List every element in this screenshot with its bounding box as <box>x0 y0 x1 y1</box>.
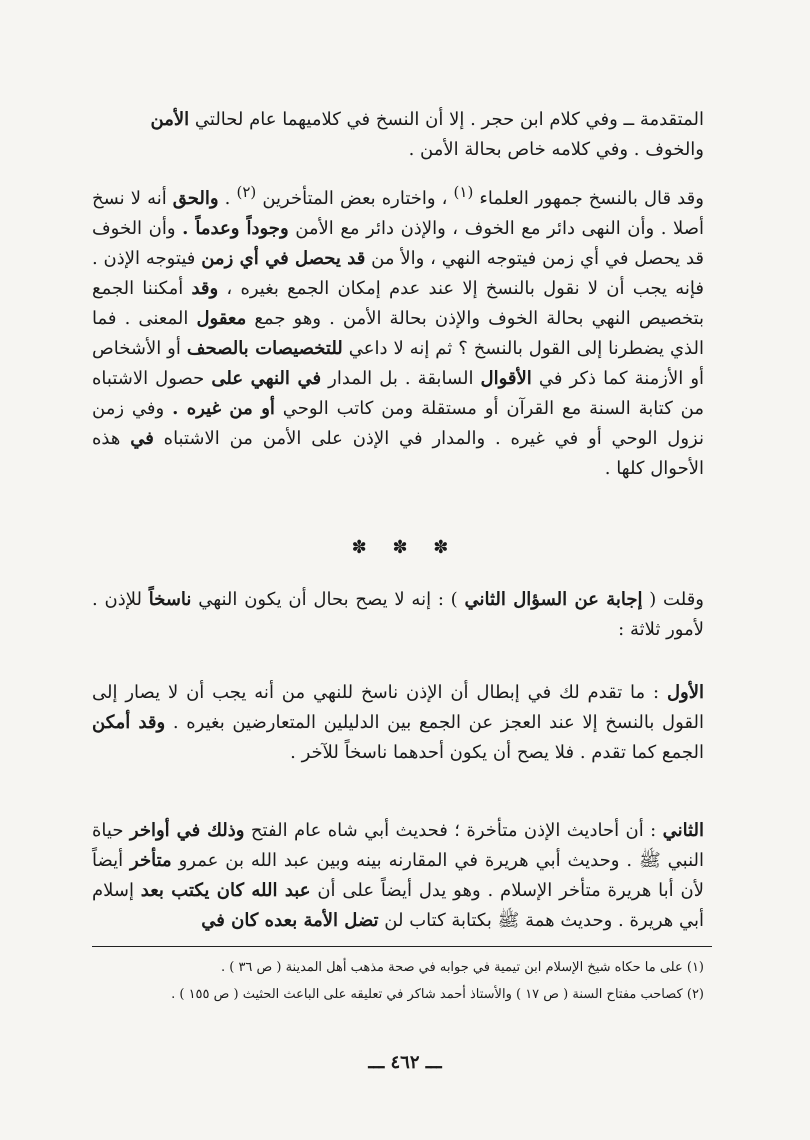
footnote-2: (٢) كصاحب مفتاح السنة ( ص ١٧ ) والأستاذ أحمد شاكر في تعليقه على الباعث الحثيث ( ص ١٥٥ ) . <box>171 987 704 1002</box>
bold-run: وقد <box>191 278 219 299</box>
footnote-ref-2: (٢) <box>236 183 257 201</box>
text-run: هذه الأحوال كلها . <box>92 428 704 479</box>
bold-run: وجوداً وعدماً . <box>182 218 289 239</box>
text-run: حياة النبي ﷺ . وحديث أبي هريرة في المقارنه بينه وبين عبد الله بن عمرو <box>92 820 704 871</box>
text-run: الجمع كما تقدم . فلا يصح أن يكون أحدهما ناسخاً للآخر . <box>290 742 704 763</box>
paragraph-4-text <box>92 678 704 768</box>
paragraph-2 <box>92 177 704 484</box>
text-run: وقد قال بالنسخ جمهور العلماء <box>479 188 704 209</box>
bold-run: إجابة عن السؤال الثاني <box>464 589 643 610</box>
bold-run: عبد الله كان يكتب بعد <box>140 880 311 901</box>
text-run: إلى القول بالنسخ إلا عند العجز عن الجمع بين الدليلين المتعارضين بغيره . <box>92 682 704 733</box>
bold-run: للتخصيصات بالصحف <box>186 338 343 359</box>
bold-run: قد يحصل في أي زمن <box>201 248 366 269</box>
bold-run: الأمن <box>150 109 190 130</box>
text-run: أنه لا نسخ أصلا . وأن النهى دائر مع الخوف ، والإذن دائر مع الأمن <box>92 188 704 239</box>
text-run: السابقة . بل المدار <box>328 368 474 389</box>
bold-run: الأقوال <box>480 368 532 389</box>
bold-run: الثاني <box>662 820 704 841</box>
text-run: المعنى . فما الذي يضطرنا إلى القول بالنسخ ؟ ثم إنه لا داعي <box>92 308 704 359</box>
text-run: وأن الخوف قد يحصل في أي زمن فيتوجه النهي ، والأ من <box>92 218 704 269</box>
paragraph-5-text <box>92 816 704 936</box>
bold-run: وقد أمكن <box>92 712 166 733</box>
paragraph-3 <box>92 585 704 645</box>
text-run: والخوف . وفي كلامه خاص بحالة الأمن . <box>408 139 704 160</box>
text-run: للإذن . لأمور ثلاثة : <box>92 589 704 640</box>
footnotes <box>92 954 704 1008</box>
bold-run: معقول <box>196 308 247 329</box>
paragraph-1 <box>92 105 704 165</box>
text-run: وفي زمن نزول الوحي أو في غيره . والمدار في الإذن على الأمن من الاشتباه <box>92 398 704 449</box>
page-number: ـــ ٤٦٢ ـــ <box>368 1052 442 1073</box>
text-run: فيتوجه الإذن . فإنه يجب أن لا نقول بالنسخ إلا عند عدم إمكان الجمع بغيره ، <box>92 248 704 299</box>
bold-run: وذلك في أواخر <box>129 820 245 841</box>
section-separator: ✽ ✽ ✽ <box>351 537 459 558</box>
bold-run: الأول <box>666 682 704 703</box>
bold-run: متأخر <box>130 850 172 871</box>
text-run: : ما تقدم لك في إبطال أن الإذن ناسخ للنهي من أنه يجب أن لا يصار <box>125 682 660 703</box>
bold-run: تضل الأمة بعده كان في <box>201 910 379 931</box>
text-run: : أن أحاديث الإذن متأخرة ؛ فحديث أبي شاه عام الفتح <box>250 820 657 841</box>
footnote-divider <box>92 946 712 947</box>
paragraph-3-text <box>92 585 704 645</box>
paragraph-4 <box>92 678 704 768</box>
text-run: وقلت ( <box>649 589 704 610</box>
footnote-1: (١) على ما حكاه شيخ الإسلام ابن تيمية في جوابه في صحة مذهب أهل المدينة ( ص ٣٦ ) . <box>220 960 704 975</box>
bold-run: والحق <box>172 188 219 209</box>
footnote-ref-1: (١) <box>453 183 474 201</box>
text-run: أمكننا الجمع بتخصيص النهي بحالة الخوف والإذن بحالة الأمن . وهو جمع <box>92 278 705 329</box>
text-run: ) : إنه لا يصح بحال أن يكون النهي <box>198 589 458 610</box>
text-run: إسلام أبي هريرة . وحديث همة ﷺ بكتابة كتاب لن <box>92 880 704 931</box>
text-run: . <box>224 188 231 209</box>
text-run: حصول الاشتباه من كتابة السنة مع القرآن أو مستقلة ومن كاتب الوحي <box>92 368 704 419</box>
paragraph-2-text <box>92 177 704 484</box>
text-run: أو الأشخاص أو الأزمنة كما ذكر في <box>92 338 705 389</box>
bold-run: في <box>130 428 154 449</box>
paragraph-5 <box>92 816 704 936</box>
bold-run: ناسخاً <box>148 589 192 610</box>
bold-run: في النهي على <box>211 368 322 389</box>
text-run: أيضاً لأن أبا هريرة متأخر الإسلام . وهو يدل أيضاً على أن <box>92 850 704 901</box>
text-run: المتقدمة ــ وفي كلام ابن حجر . إلا أن النسخ في كلاميهما عام لحالتي <box>194 109 704 130</box>
text-run: ، واختاره بعض المتأخرين <box>262 188 448 209</box>
bold-run: أو من غيره . <box>172 398 275 419</box>
paragraph-1-text <box>92 105 704 165</box>
